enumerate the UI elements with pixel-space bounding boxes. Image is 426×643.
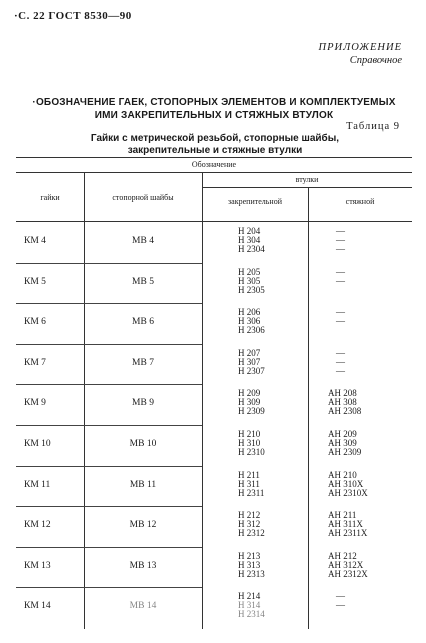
adapter-sleeve: Н 207 [238,347,261,358]
adapter-sleeve-list [238,511,265,538]
table-row [16,264,412,305]
adapter-sleeve-list [238,592,265,619]
table-row [16,426,412,467]
adapter-sleeve: Н 2311 [238,487,265,498]
adapter-sleeve: Н 212 [238,510,261,521]
withdrawal-sleeve-list [328,430,361,457]
page-header: ·С. 22 ГОСТ 8530—90 [14,10,132,22]
table-row [16,385,412,426]
withdrawal-sleeve: — [336,356,345,367]
adapter-sleeve: Н 205 [238,266,261,277]
withdrawal-sleeve: АН 312Х [328,559,364,570]
withdrawal-sleeve: АН 308 [328,397,357,408]
withdrawal-sleeve: — [336,307,345,318]
withdrawal-sleeve: АН 2312Х [328,568,368,579]
adapter-sleeve: Н 209 [238,388,261,399]
adapter-sleeve: Н 305 [238,275,261,286]
table-subtitle-line-2: закрепительные и стяжные втулки [127,145,303,156]
adapter-sleeve: Н 2305 [238,284,265,295]
withdrawal-sleeve-list [328,511,367,538]
adapter-sleeve-list [238,430,265,457]
adapter-sleeve: Н 2304 [238,244,265,254]
nut-designation: КМ 11 [24,479,51,490]
adapter-sleeve: Н 210 [238,429,261,439]
adapter-sleeve: Н 311 [238,478,260,489]
adapter-sleeve: Н 2306 [238,325,265,336]
header-designation: Обозначение [191,160,237,169]
adapter-sleeve: Н 214 [238,591,261,602]
header-washer: стопорной шайбы [112,193,174,202]
table-row [16,507,412,548]
header-sleeves: втулки [295,175,319,184]
withdrawal-sleeve: АН 208 [328,388,357,399]
adapter-sleeve-list [238,227,265,254]
table-number: Таблица 9 [346,121,400,132]
withdrawal-sleeve: — [336,316,345,327]
withdrawal-sleeve: — [336,235,345,245]
adapter-sleeve: Н 306 [238,316,261,327]
table-row [16,467,412,508]
appendix-label: ПРИЛОЖЕНИЕ [318,42,402,53]
withdrawal-sleeve: АН 2311Х [328,528,368,539]
withdrawal-sleeve: АН 310Х [328,478,364,489]
adapter-sleeve-list [238,349,265,376]
adapter-sleeve: Н 2310 [238,447,265,457]
adapter-sleeve: Н 204 [238,226,261,236]
adapter-sleeve: Н 314 [238,600,261,611]
withdrawal-sleeve: АН 311Х [328,519,363,530]
nut-designation: КМ 14 [24,601,51,612]
withdrawal-sleeve-list [336,592,345,610]
table-row [16,548,412,589]
document-title-line-2: ИМИ ЗАКРЕПИТЕЛЬНЫХ И СТЯЖНЫХ ВТУЛОК [94,110,334,121]
withdrawal-sleeve: — [336,591,345,602]
header-rule-sleeves [202,187,412,188]
header-nuts: гайки [40,193,60,202]
withdrawal-sleeve: — [336,347,345,358]
withdrawal-sleeve-list [336,227,345,254]
adapter-sleeve-list [238,268,265,295]
withdrawal-sleeve: — [336,266,345,277]
withdrawal-sleeve-list [328,552,368,579]
adapter-sleeve-list [238,308,265,335]
washer-designation: МВ 9 [132,398,154,409]
washer-designation: МВ 6 [132,317,154,328]
document-title-line-1: ·ОБОЗНАЧЕНИЕ ГАЕК, СТОПОРНЫХ ЭЛЕМЕНТОВ И КОМПЛЕКТУЕМЫХ [32,97,396,108]
table-subtitle-line-1: Гайки с метрической резьбой, стопорные шайбы, [90,133,340,144]
withdrawal-sleeve: АН 309 [328,438,357,448]
table-row [16,223,412,264]
adapter-sleeve: Н 2314 [238,609,265,620]
withdrawal-sleeve: АН 2309 [328,447,362,457]
header-adapter-sleeve: закрепительной [228,197,282,206]
appendix-note: Справочное [349,55,402,66]
adapter-sleeve-list [238,389,265,416]
washer-designation: МВ 12 [129,520,157,531]
withdrawal-sleeve: — [336,244,345,254]
withdrawal-sleeve: АН 212 [328,550,357,561]
washer-designation: МВ 11 [129,479,157,490]
nut-designation: КМ 12 [24,520,51,531]
withdrawal-sleeve-list [328,471,368,498]
withdrawal-sleeve-list [328,389,361,416]
withdrawal-sleeve: АН 210 [328,469,357,480]
withdrawal-sleeve: АН 2310Х [328,487,368,498]
header-rule-designation [16,172,412,173]
withdrawal-sleeve: АН 2308 [328,406,362,417]
header-bottom-rule [16,221,412,222]
washer-designation: МВ 4 [132,236,154,246]
adapter-sleeve: Н 307 [238,356,261,367]
washer-designation: МВ 10 [129,439,157,449]
nut-designation: КМ 4 [24,236,46,246]
table-row [16,304,412,345]
withdrawal-sleeve: — [336,226,345,236]
washer-designation: МВ 13 [129,560,157,571]
nut-designation: КМ 6 [24,317,46,328]
washer-designation: МВ 5 [132,276,154,287]
adapter-sleeve: Н 2309 [238,406,265,417]
withdrawal-sleeve: АН 209 [328,429,357,439]
adapter-sleeve: Н 206 [238,307,261,318]
adapter-sleeve: Н 309 [238,397,261,408]
washer-designation: МВ 14 [129,601,157,612]
adapter-sleeve: Н 2313 [238,568,265,579]
adapter-sleeve: Н 2312 [238,528,265,539]
withdrawal-sleeve: АН 211 [328,510,357,521]
withdrawal-sleeve-list [336,349,345,376]
table-row [16,588,412,629]
adapter-sleeve: Н 313 [238,559,261,570]
adapter-sleeve: Н 304 [238,235,261,245]
washer-designation: МВ 7 [132,357,154,368]
table-top-rule [16,157,412,158]
nut-designation: КМ 10 [24,439,51,449]
header-withdrawal-sleeve: стяжной [345,197,375,206]
withdrawal-sleeve: — [336,365,345,376]
nut-designation: КМ 9 [24,398,46,409]
table-row [16,345,412,386]
adapter-sleeve-list [238,552,265,579]
adapter-sleeve-list [238,471,264,498]
withdrawal-sleeve: — [336,275,345,286]
adapter-sleeve: Н 211 [238,469,260,480]
adapter-sleeve: Н 2307 [238,365,265,376]
designation-table [16,157,412,629]
withdrawal-sleeve: — [336,600,345,611]
withdrawal-sleeve-list [336,308,345,326]
adapter-sleeve: Н 213 [238,550,261,561]
adapter-sleeve: Н 312 [238,519,261,530]
nut-designation: КМ 13 [24,560,51,571]
withdrawal-sleeve-list [336,268,345,286]
nut-designation: КМ 7 [24,357,46,368]
nut-designation: КМ 5 [24,276,46,287]
adapter-sleeve: Н 310 [238,438,261,448]
